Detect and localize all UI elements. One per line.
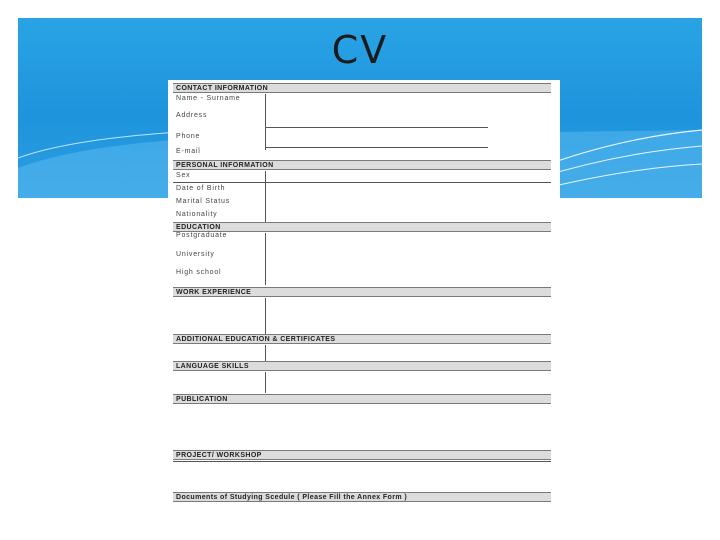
project-workshop-header: PROJECT/ WORKSHOP	[173, 450, 551, 460]
sex-line	[173, 182, 551, 183]
work-divider	[265, 298, 266, 334]
phone-line	[265, 147, 488, 148]
sex-label: Sex	[176, 172, 191, 179]
postgraduate-label: Postgraduate	[176, 232, 228, 239]
phone-label: Phone	[176, 133, 201, 140]
cv-form-document	[168, 80, 560, 510]
language-skills-header: LANGUAGE SKILLS	[173, 361, 551, 371]
dob-label: Date of Birth	[176, 185, 226, 192]
address-line	[265, 127, 488, 128]
nationality-label: Nationality	[176, 211, 218, 218]
personal-info-header: PERSONAL INFORMATION	[173, 160, 551, 170]
slide-title: CV	[331, 28, 389, 72]
additional-education-header: ADDITIONAL EDUCATION & CERTIFICATES	[173, 334, 551, 344]
work-experience-header: WORK EXPERIENCE	[173, 287, 551, 297]
education-header: EDUCATION	[173, 222, 551, 232]
project-line	[173, 461, 551, 462]
publication-header: PUBLICATION	[173, 394, 551, 404]
documents-header: Documents of Studying Scedule ( Please Fill the Annex Form )	[173, 492, 551, 502]
university-label: University	[176, 251, 215, 258]
additional-divider	[265, 345, 266, 361]
marital-status-label: Marital Status	[176, 198, 230, 205]
personal-divider	[265, 171, 266, 222]
name-surname-label: Name - Surname	[176, 95, 241, 102]
email-label: E-mail	[176, 148, 201, 155]
address-label: Address	[176, 112, 208, 119]
contact-info-header: CONTACT INFORMATION	[173, 83, 551, 93]
education-divider	[265, 233, 266, 285]
contact-divider	[265, 94, 266, 150]
language-divider	[265, 372, 266, 393]
high-school-label: High school	[176, 269, 222, 276]
